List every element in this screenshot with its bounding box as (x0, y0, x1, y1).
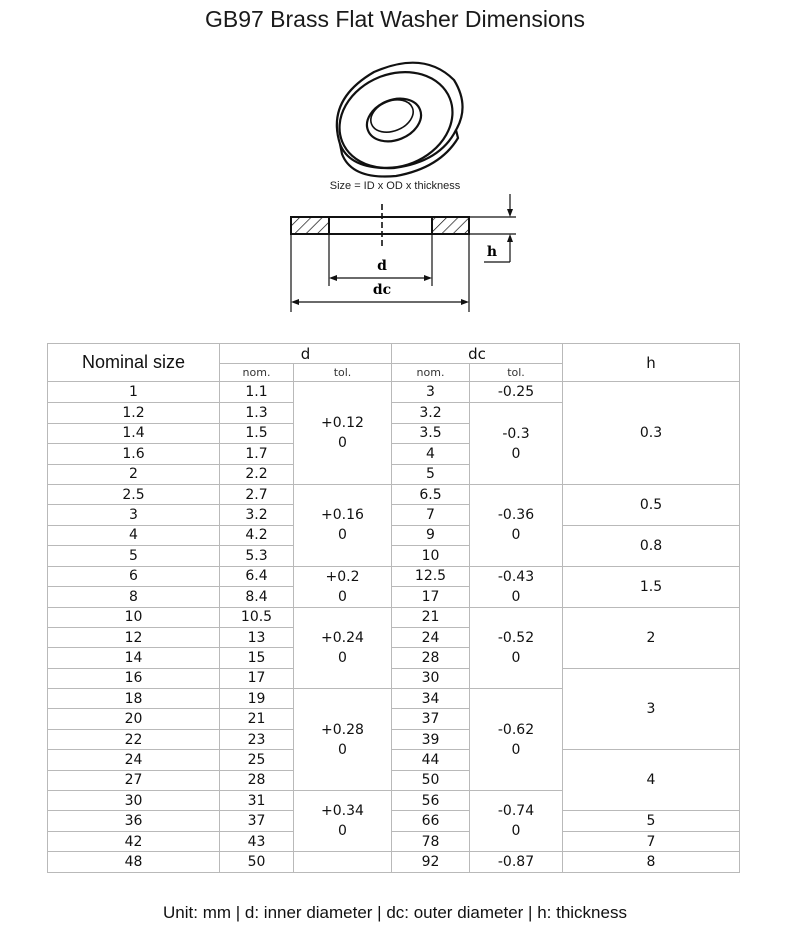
d-nom-cell: 1.7 (220, 444, 294, 464)
d-label: d (377, 258, 387, 274)
nominal-cell: 1.2 (48, 403, 220, 423)
table-row (48, 382, 740, 403)
table-row (48, 811, 740, 831)
dc-nom-cell: 92 (392, 852, 470, 873)
dc-nom-cell: 44 (392, 750, 470, 770)
d-nom-cell: 37 (220, 811, 294, 831)
nominal-cell: 2 (48, 464, 220, 484)
dc-nom-cell: 30 (392, 668, 470, 688)
nominal-cell: 18 (48, 689, 220, 709)
d-nom-cell: 4.2 (220, 525, 294, 545)
d-nom-cell: 25 (220, 750, 294, 770)
nominal-cell: 5 (48, 546, 220, 566)
dc-nom-cell: 50 (392, 770, 470, 790)
nominal-cell: 6 (48, 566, 220, 587)
dc-nom-cell: 7 (392, 505, 470, 525)
dc-nom-cell: 3.5 (392, 423, 470, 443)
dc-nom-cell: 28 (392, 648, 470, 668)
dc-tol-cell: -0.36 0 (470, 484, 563, 566)
h-cell: 8 (563, 852, 740, 873)
dc-nom-cell: 37 (392, 709, 470, 729)
nominal-cell: 14 (48, 648, 220, 668)
d-tol-cell: +0.16 0 (294, 484, 392, 566)
dc-nom-cell: 5 (392, 464, 470, 484)
table-row (48, 668, 740, 688)
nominal-cell: 1 (48, 382, 220, 403)
dc-tol-cell: -0.52 0 (470, 607, 563, 689)
h-cell: 0.8 (563, 525, 740, 566)
dc-nom-cell: 78 (392, 831, 470, 851)
h-cell: 3 (563, 668, 740, 750)
page-title: GB97 Brass Flat Washer Dimensions (204, 6, 586, 32)
dc-label: dc (372, 282, 392, 298)
d-tol-cell: +0.24 0 (294, 607, 392, 689)
d-tol-cell-empty (294, 852, 392, 873)
header-d: d (220, 344, 392, 364)
dc-nom-cell: 21 (392, 607, 470, 627)
dc-nom-cell: 12.5 (392, 566, 470, 587)
d-nom-cell: 1.1 (220, 382, 294, 403)
dc-nom-cell: 66 (392, 811, 470, 831)
h-cell: 7 (563, 831, 740, 851)
d-nom-cell: 3.2 (220, 505, 294, 525)
nominal-cell: 42 (48, 831, 220, 851)
nominal-cell: 48 (48, 852, 220, 873)
d-tol-cell: +0.28 0 (294, 689, 392, 791)
nominal-cell: 20 (48, 709, 220, 729)
d-tol-cell: +0.2 0 (294, 566, 392, 607)
table-row (48, 831, 740, 851)
dc-tol-cell: -0.62 0 (470, 689, 563, 791)
h-cell: 5 (563, 811, 740, 831)
dc-nom-cell: 3.2 (392, 403, 470, 423)
nominal-cell: 22 (48, 729, 220, 749)
nominal-cell: 10 (48, 607, 220, 627)
units-footer: Unit: mm | d: inner diameter | dc: outer diameter | h: thickness (163, 903, 627, 922)
dc-tol-cell: -0.87 (470, 852, 563, 873)
d-nom-cell: 5.3 (220, 546, 294, 566)
header-nominal-size: Nominal size (48, 344, 220, 382)
dc-nom-cell: 6.5 (392, 484, 470, 504)
d-nom-cell: 8.4 (220, 587, 294, 608)
h-cell: 0.5 (563, 484, 740, 525)
washer-section-drawing (270, 190, 530, 320)
size-caption: Size = ID x OD x thickness (329, 180, 461, 192)
table-row (48, 852, 740, 873)
d-nom-cell: 2.2 (220, 464, 294, 484)
table-row (48, 607, 740, 627)
nominal-cell: 1.4 (48, 423, 220, 443)
h-cell: 1.5 (563, 566, 740, 607)
dc-tol-cell: -0.74 0 (470, 791, 563, 852)
d-nom-cell: 15 (220, 648, 294, 668)
d-nom-cell: 6.4 (220, 566, 294, 587)
dc-nom-cell: 3 (392, 382, 470, 403)
nominal-cell: 30 (48, 791, 220, 811)
d-nom-cell: 13 (220, 627, 294, 647)
dc-nom-cell: 39 (392, 729, 470, 749)
d-nom-cell: 23 (220, 729, 294, 749)
table-row (48, 484, 740, 504)
washer-isometric-drawing (328, 58, 468, 180)
d-nom-cell: 28 (220, 770, 294, 790)
d-nom-cell: 10.5 (220, 607, 294, 627)
d-nom-cell: 19 (220, 689, 294, 709)
table-row (48, 566, 740, 587)
h-cell: 0.3 (563, 382, 740, 485)
nominal-cell: 36 (48, 811, 220, 831)
table-row (48, 750, 740, 770)
nominal-cell: 3 (48, 505, 220, 525)
dc-tol-cell: -0.43 0 (470, 566, 563, 607)
h-cell: 4 (563, 750, 740, 811)
d-nom-cell: 50 (220, 852, 294, 873)
dc-nom-cell: 9 (392, 525, 470, 545)
dc-nom-cell: 4 (392, 444, 470, 464)
nominal-cell: 2.5 (48, 484, 220, 504)
header-d-tol: tol. (294, 364, 392, 382)
nominal-cell: 16 (48, 668, 220, 688)
dc-tol-cell: -0.25 (470, 382, 563, 403)
nominal-cell: 24 (48, 750, 220, 770)
dc-nom-cell: 24 (392, 627, 470, 647)
dimensions-table (47, 343, 740, 873)
nominal-cell: 8 (48, 587, 220, 608)
nominal-cell: 1.6 (48, 444, 220, 464)
header-d-nom: nom. (220, 364, 294, 382)
nominal-cell: 27 (48, 770, 220, 790)
h-cell: 2 (563, 607, 740, 668)
dc-tol-cell: -0.3 0 (470, 403, 563, 485)
d-nom-cell: 31 (220, 791, 294, 811)
d-nom-cell: 43 (220, 831, 294, 851)
d-nom-cell: 1.5 (220, 423, 294, 443)
header-dc-tol: tol. (470, 364, 563, 382)
d-tol-cell: +0.34 0 (294, 791, 392, 852)
nominal-cell: 12 (48, 627, 220, 647)
d-nom-cell: 1.3 (220, 403, 294, 423)
dc-nom-cell: 10 (392, 546, 470, 566)
header-dc-nom: nom. (392, 364, 470, 382)
d-nom-cell: 21 (220, 709, 294, 729)
dc-nom-cell: 17 (392, 587, 470, 608)
table-row (48, 525, 740, 545)
header-dc: dc (392, 344, 563, 364)
d-nom-cell: 17 (220, 668, 294, 688)
nominal-cell: 4 (48, 525, 220, 545)
dc-nom-cell: 56 (392, 791, 470, 811)
header-h: h (563, 344, 740, 382)
h-label: h (486, 244, 498, 260)
d-tol-cell: +0.12 0 (294, 382, 392, 485)
d-nom-cell: 2.7 (220, 484, 294, 504)
dc-nom-cell: 34 (392, 689, 470, 709)
